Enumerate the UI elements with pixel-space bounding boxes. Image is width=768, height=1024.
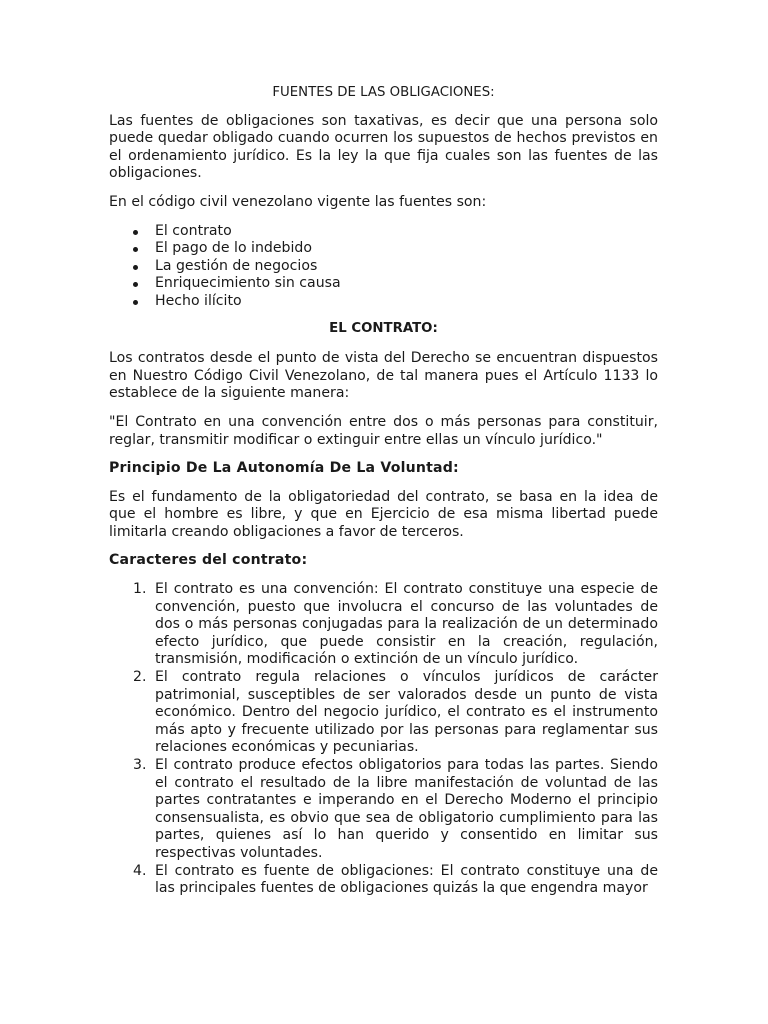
autonomy-heading: Principio De La Autonomía De La Voluntad: bbox=[109, 460, 459, 477]
list-item bbox=[109, 757, 658, 863]
list-item: Hecho ilícito bbox=[109, 293, 658, 311]
list-item-text: El contrato produce efectos obligatorios para todas las partes. Siendo el contrato el resultado de la libre manifestación de voluntad de las partes contratantes e imperando en el Derecho Moderno el principio consensualista, es obvio que sea de obligatorio cumplimiento para las partes, quienes así lo han querido y consentido en limitar sus respectivas voluntades. bbox=[155, 757, 658, 861]
characters-heading: Caracteres del contrato: bbox=[109, 552, 308, 569]
characters-list bbox=[109, 581, 658, 898]
list-item-number: 3. bbox=[133, 757, 147, 773]
list-item: El contrato bbox=[109, 223, 658, 241]
list-item-number: 2. bbox=[133, 669, 147, 686]
document-body bbox=[109, 84, 658, 898]
intro-paragraph: Las fuentes de obligaciones son taxativas, es decir que una persona solo puede quedar obligado cuando ocurren los supuestos de hechos previstos en el ordenamiento jurídico. Es la ley la que fija cuales son las fuentes de las obligaciones. bbox=[109, 112, 658, 182]
document-title: FUENTES DE LAS OBLIGACIONES: bbox=[272, 85, 495, 100]
list-item bbox=[109, 863, 658, 898]
list-item-number: 1. bbox=[133, 581, 147, 598]
list-item-number: 4. bbox=[133, 862, 147, 879]
list-item bbox=[109, 581, 658, 669]
contract-quote: "El Contrato en una convención entre dos o más personas para constituir, reglar, transmitir modificar o extinguir entre ellas un vínculo jurídico." bbox=[109, 413, 658, 448]
list-item: El pago de lo indebido bbox=[109, 240, 658, 258]
sources-intro: En el código civil venezolano vigente las fuentes son: bbox=[109, 193, 487, 210]
list-item-text: El contrato es una convención: El contrato constituye una especie de convención, puesto que involucra el concurso de las voluntades de dos o más personas conjugadas para la realización de un determinado efecto jurídico, que puede consistir en la creación, regulación, transmisión, modificación o extinción de un vínculo jurídico. bbox=[155, 581, 658, 668]
list-item: Enriquecimiento sin causa bbox=[109, 275, 658, 293]
list-item-text: El contrato es fuente de obligaciones: El contrato constituye una de las principales fuentes de obligaciones quizás la que engendra mayor bbox=[155, 862, 658, 897]
contract-paragraph: Los contratos desde el punto de vista del Derecho se encuentran dispuestos en Nuestro Código Civil Venezolano, de tal manera pues el Artículo 1133 lo establece de la siguiente manera: bbox=[109, 350, 658, 402]
sources-list bbox=[109, 223, 658, 311]
list-item bbox=[109, 669, 658, 757]
list-item-text: El contrato regula relaciones o vínculos jurídicos de carácter patrimonial, susceptibles de ser valorados desde un punto de vista económico. Dentro del negocio jurídico, el contrato es el instrumento más apto y frecuente utilizado por las personas para reglamentar sus relaciones económicas y pecuniarias. bbox=[155, 669, 658, 756]
autonomy-paragraph: Es el fundamento de la obligatoriedad del contrato, se basa en la idea de que el hombre es libre, y que en Ejercicio de esa misma libertad puede limitarla creando obligaciones a favor de terceros. bbox=[109, 488, 658, 540]
contract-heading: EL CONTRATO: bbox=[329, 320, 438, 336]
list-item: La gestión de negocios bbox=[109, 258, 658, 276]
